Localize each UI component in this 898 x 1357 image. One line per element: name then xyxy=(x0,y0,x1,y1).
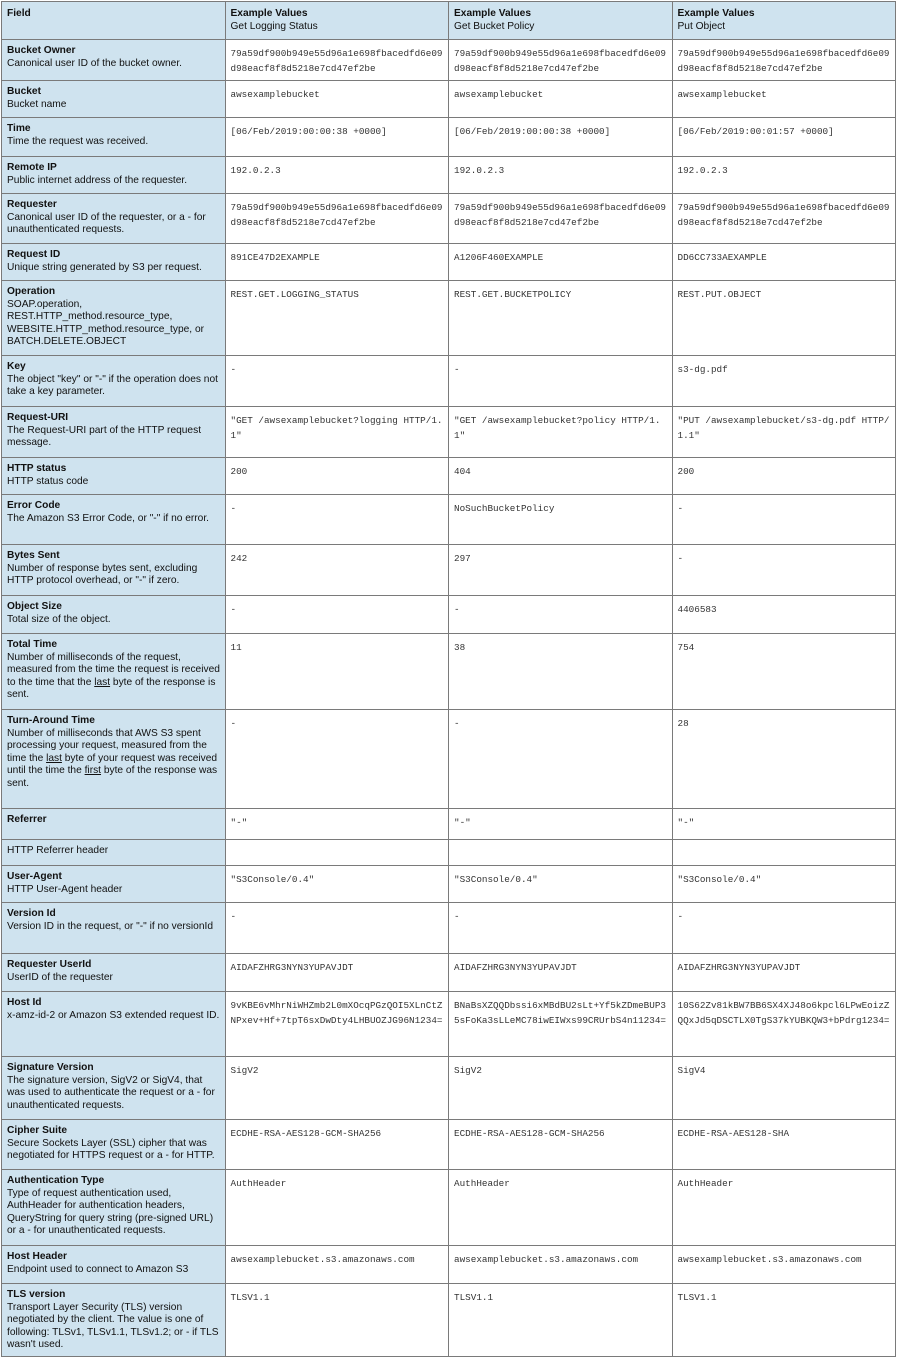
field-name: Operation xyxy=(7,286,56,297)
value-cell: TLSV1.1 xyxy=(225,1284,449,1357)
value-cell: - xyxy=(672,545,896,596)
value-cell: 297 xyxy=(449,545,673,596)
table-row xyxy=(2,596,896,634)
value-cell: - xyxy=(225,710,449,809)
value-cell: "GET /awsexamplebucket?policy HTTP/1.1" xyxy=(449,407,673,458)
header-col-get-bucket-policy: Example Values Get Bucket Policy xyxy=(449,2,673,40)
field-description: Public internet address of the requester. xyxy=(7,174,188,186)
table-row xyxy=(2,356,896,407)
value-cell: 754 xyxy=(672,634,896,710)
field-cell xyxy=(2,495,226,545)
field-description: The signature version, SigV2 or SigV4, that was used to authenticate the request or a - for unauthenticated requests. xyxy=(7,1074,215,1111)
field-description: Version ID in the request, or "-" if no versionId xyxy=(7,920,213,932)
value-cell: "PUT /awsexamplebucket/s3-dg.pdf HTTP/1.1" xyxy=(672,407,896,458)
table-row xyxy=(2,1057,896,1120)
value-cell: AuthHeader xyxy=(225,1170,449,1246)
value-cell: - xyxy=(225,903,449,954)
value-cell: awsexamplebucket xyxy=(225,81,449,118)
field-name: Host Id xyxy=(7,997,42,1008)
value-cell: AIDAFZHRG3NYN3YUPAVJDT xyxy=(449,954,673,992)
field-name: Requester xyxy=(7,199,57,210)
value-cell: - xyxy=(449,710,673,809)
field-name: User-Agent xyxy=(7,871,62,882)
field-description: Bucket name xyxy=(7,98,67,110)
value-cell: 79a59df900b949e55d96a1e698fbacedfd6e09d98eacf8f8d5218e7cd47ef2be xyxy=(225,194,449,244)
value-cell: awsexamplebucket xyxy=(449,81,673,118)
header-col-put-object: Example Values Put Object xyxy=(672,2,896,40)
value-cell: - xyxy=(672,903,896,954)
field-cell xyxy=(2,458,226,495)
table-row xyxy=(2,244,896,281)
field-cell xyxy=(2,545,226,596)
value-cell: "-" xyxy=(225,809,449,840)
table-row xyxy=(2,495,896,545)
value-cell xyxy=(672,840,896,866)
table-row xyxy=(2,194,896,244)
value-cell: ECDHE-RSA-AES128-GCM-SHA256 xyxy=(225,1120,449,1170)
value-cell: ECDHE-RSA-AES128-GCM-SHA256 xyxy=(449,1120,673,1170)
table-row xyxy=(2,992,896,1057)
value-cell: REST.GET.BUCKETPOLICY xyxy=(449,281,673,356)
table-row xyxy=(2,840,896,866)
field-name: HTTP status xyxy=(7,463,67,474)
value-cell: TLSV1.1 xyxy=(672,1284,896,1357)
table-row xyxy=(2,809,896,840)
log-format-table xyxy=(1,1,896,1357)
value-cell: REST.PUT.OBJECT xyxy=(672,281,896,356)
table-row xyxy=(2,954,896,992)
value-cell: "S3Console/0.4" xyxy=(672,866,896,903)
value-cell: "S3Console/0.4" xyxy=(225,866,449,903)
table-row xyxy=(2,1120,896,1170)
value-cell: BNaBsXZQQDbssi6xMBdBU2sLt+Yf5kZDmeBUP35sFoKa3sLLeMC78iwEIWxs99CRUrbS4n11234= xyxy=(449,992,673,1057)
field-name: Authentication Type xyxy=(7,1175,105,1186)
field-name: Request-URI xyxy=(7,412,69,423)
field-name: Object Size xyxy=(7,601,62,612)
value-cell: - xyxy=(449,356,673,407)
field-cell xyxy=(2,954,226,992)
value-cell: "-" xyxy=(449,809,673,840)
field-description: Total size of the object. xyxy=(7,613,111,625)
field-name: Bucket xyxy=(7,86,41,97)
table-row xyxy=(2,866,896,903)
field-cell xyxy=(2,356,226,407)
field-cell xyxy=(2,407,226,458)
value-cell: 38 xyxy=(449,634,673,710)
field-cell xyxy=(2,1057,226,1120)
field-cell xyxy=(2,1170,226,1246)
field-cell xyxy=(2,1120,226,1170)
value-cell: awsexamplebucket xyxy=(672,81,896,118)
table-row xyxy=(2,407,896,458)
value-cell: AIDAFZHRG3NYN3YUPAVJDT xyxy=(225,954,449,992)
field-cell xyxy=(2,596,226,634)
field-description: Unique string generated by S3 per request. xyxy=(7,261,202,273)
field-description: Number of milliseconds of the request, measured from the time the request is received to the time that the last byte of the response is sent. xyxy=(7,651,220,700)
value-cell: "-" xyxy=(672,809,896,840)
field-cell xyxy=(2,281,226,356)
value-cell: 4406583 xyxy=(672,596,896,634)
field-name: Request ID xyxy=(7,249,61,260)
field-name: Remote IP xyxy=(7,162,57,173)
value-cell: - xyxy=(449,903,673,954)
table-row xyxy=(2,710,896,809)
value-cell: REST.GET.LOGGING_STATUS xyxy=(225,281,449,356)
field-cell xyxy=(2,992,226,1057)
table-row xyxy=(2,903,896,954)
value-cell: AuthHeader xyxy=(449,1170,673,1246)
value-cell: SigV2 xyxy=(449,1057,673,1120)
value-cell: 79a59df900b949e55d96a1e698fbacedfd6e09d98eacf8f8d5218e7cd47ef2be xyxy=(672,40,896,81)
field-cell xyxy=(2,194,226,244)
value-cell: 200 xyxy=(672,458,896,495)
field-description: SOAP.operation, REST.HTTP_method.resource_type, WEBSITE.HTTP_method.resource_type, or BATCH.DELETE.OBJECT xyxy=(7,298,205,347)
value-cell: SigV4 xyxy=(672,1057,896,1120)
value-cell: awsexamplebucket.s3.amazonaws.com xyxy=(672,1246,896,1284)
field-cell xyxy=(2,1246,226,1284)
value-cell: 28 xyxy=(672,710,896,809)
value-cell: s3-dg.pdf xyxy=(672,356,896,407)
table-row xyxy=(2,1284,896,1357)
field-cell xyxy=(2,866,226,903)
header-field: Field xyxy=(2,2,226,40)
field-description: Number of response bytes sent, excluding HTTP protocol overhead, or "-" if zero. xyxy=(7,562,198,586)
value-cell: [06/Feb/2019:00:00:38 +0000] xyxy=(225,118,449,157)
field-name: Host Header xyxy=(7,1251,68,1262)
table-row xyxy=(2,458,896,495)
field-cell xyxy=(2,809,226,840)
value-cell: AuthHeader xyxy=(672,1170,896,1246)
value-cell: TLSV1.1 xyxy=(449,1284,673,1357)
value-cell: 200 xyxy=(225,458,449,495)
value-cell xyxy=(449,840,673,866)
value-cell: AIDAFZHRG3NYN3YUPAVJDT xyxy=(672,954,896,992)
value-cell: "S3Console/0.4" xyxy=(449,866,673,903)
value-cell: ECDHE-RSA-AES128-SHA xyxy=(672,1120,896,1170)
field-description: HTTP User-Agent header xyxy=(7,883,123,895)
value-cell: 192.0.2.3 xyxy=(672,157,896,194)
field-cell xyxy=(2,1284,226,1357)
value-cell: 891CE47D2EXAMPLE xyxy=(225,244,449,281)
field-cell xyxy=(2,903,226,954)
field-description: Endpoint used to connect to Amazon S3 xyxy=(7,1263,189,1275)
table-row xyxy=(2,40,896,81)
value-cell: - xyxy=(672,495,896,545)
table-row xyxy=(2,281,896,356)
value-cell: - xyxy=(225,596,449,634)
value-cell: awsexamplebucket.s3.amazonaws.com xyxy=(225,1246,449,1284)
field-name: Total Time xyxy=(7,639,58,650)
field-cell xyxy=(2,840,226,866)
field-description: Canonical user ID of the bucket owner. xyxy=(7,57,182,69)
value-cell: awsexamplebucket.s3.amazonaws.com xyxy=(449,1246,673,1284)
field-description: Number of milliseconds that AWS S3 spent processing your request, measured from the time the last byte of your request was received until the time the first byte of the response was sent. xyxy=(7,727,218,789)
value-cell: 79a59df900b949e55d96a1e698fbacedfd6e09d98eacf8f8d5218e7cd47ef2be xyxy=(672,194,896,244)
value-cell: 192.0.2.3 xyxy=(449,157,673,194)
table-row xyxy=(2,1170,896,1246)
value-cell: - xyxy=(449,596,673,634)
field-description: Transport Layer Security (TLS) version negotiated by the client. The value is one of following: TLSv1, TLSv1.1, TLSv1.2; or - if TLS wasn't used. xyxy=(7,1301,219,1350)
table-row xyxy=(2,157,896,194)
header-row xyxy=(2,2,896,40)
field-name: Error Code xyxy=(7,500,61,511)
value-cell: NoSuchBucketPolicy xyxy=(449,495,673,545)
field-cell xyxy=(2,634,226,710)
table-row xyxy=(2,545,896,596)
value-cell: 192.0.2.3 xyxy=(225,157,449,194)
value-cell: 79a59df900b949e55d96a1e698fbacedfd6e09d98eacf8f8d5218e7cd47ef2be xyxy=(225,40,449,81)
field-description: The Amazon S3 Error Code, or "-" if no error. xyxy=(7,512,210,524)
field-description: x-amz-id-2 or Amazon S3 extended request ID. xyxy=(7,1009,220,1021)
value-cell: [06/Feb/2019:00:00:38 +0000] xyxy=(449,118,673,157)
field-cell xyxy=(2,244,226,281)
field-cell xyxy=(2,710,226,809)
field-description: Time the request was received. xyxy=(7,135,149,147)
field-description: The Request-URI part of the HTTP request message. xyxy=(7,424,202,448)
value-cell: 11 xyxy=(225,634,449,710)
table-body xyxy=(2,2,896,1357)
value-cell: DD6CC733AEXAMPLE xyxy=(672,244,896,281)
field-description: HTTP Referrer header xyxy=(7,845,109,856)
field-name: Requester UserId xyxy=(7,959,92,970)
field-cell xyxy=(2,40,226,81)
value-cell: 242 xyxy=(225,545,449,596)
field-name: TLS version xyxy=(7,1289,66,1300)
field-name: Turn-Around Time xyxy=(7,715,95,726)
field-name: Time xyxy=(7,123,31,134)
table-row xyxy=(2,81,896,118)
value-cell: 79a59df900b949e55d96a1e698fbacedfd6e09d98eacf8f8d5218e7cd47ef2be xyxy=(449,194,673,244)
value-cell: - xyxy=(225,356,449,407)
field-cell xyxy=(2,118,226,157)
field-name: Signature Version xyxy=(7,1062,94,1073)
table-row xyxy=(2,634,896,710)
field-cell xyxy=(2,81,226,118)
value-cell: 10S62Zv81kBW7BB6SX4XJ48o6kpcl6LPwEoizZQQxJd5qDSCTLX0TgS37kYUBKQW3+bPdrg1234= xyxy=(672,992,896,1057)
value-cell: 404 xyxy=(449,458,673,495)
field-description: UserID of the requester xyxy=(7,971,113,983)
value-cell: - xyxy=(225,495,449,545)
field-name: Key xyxy=(7,361,26,372)
field-description: Canonical user ID of the requester, or a - for unauthenticated requests. xyxy=(7,211,206,235)
value-cell: SigV2 xyxy=(225,1057,449,1120)
header-col-get-logging-status: Example Values Get Logging Status xyxy=(225,2,449,40)
field-name: Version Id xyxy=(7,908,56,919)
field-name: Bucket Owner xyxy=(7,45,76,56)
value-cell: "GET /awsexamplebucket?logging HTTP/1.1" xyxy=(225,407,449,458)
field-description: Secure Sockets Layer (SSL) cipher that was negotiated for HTTPS request or a - for HTTP. xyxy=(7,1137,215,1161)
field-description: The object "key" or "-" if the operation does not take a key parameter. xyxy=(7,373,218,397)
value-cell: A1206F460EXAMPLE xyxy=(449,244,673,281)
field-description: Type of request authentication used, AuthHeader for authentication headers, QueryString for query string (pre-signed URL) or a - for unauthenticated requests. xyxy=(7,1187,214,1236)
field-name: Cipher Suite xyxy=(7,1125,68,1136)
value-cell xyxy=(225,840,449,866)
field-name: Referrer xyxy=(7,814,47,825)
table-row xyxy=(2,1246,896,1284)
table-row xyxy=(2,118,896,157)
field-description: HTTP status code xyxy=(7,475,89,487)
field-cell xyxy=(2,157,226,194)
value-cell: [06/Feb/2019:00:01:57 +0000] xyxy=(672,118,896,157)
value-cell: 9vKBE6vMhrNiWHZmb2L0mXOcqPGzQOI5XLnCtZNPxev+Hf+7tpT6sxDwDty4LHBUOZJG96N1234= xyxy=(225,992,449,1057)
field-name: Bytes Sent xyxy=(7,550,60,561)
value-cell: 79a59df900b949e55d96a1e698fbacedfd6e09d98eacf8f8d5218e7cd47ef2be xyxy=(449,40,673,81)
